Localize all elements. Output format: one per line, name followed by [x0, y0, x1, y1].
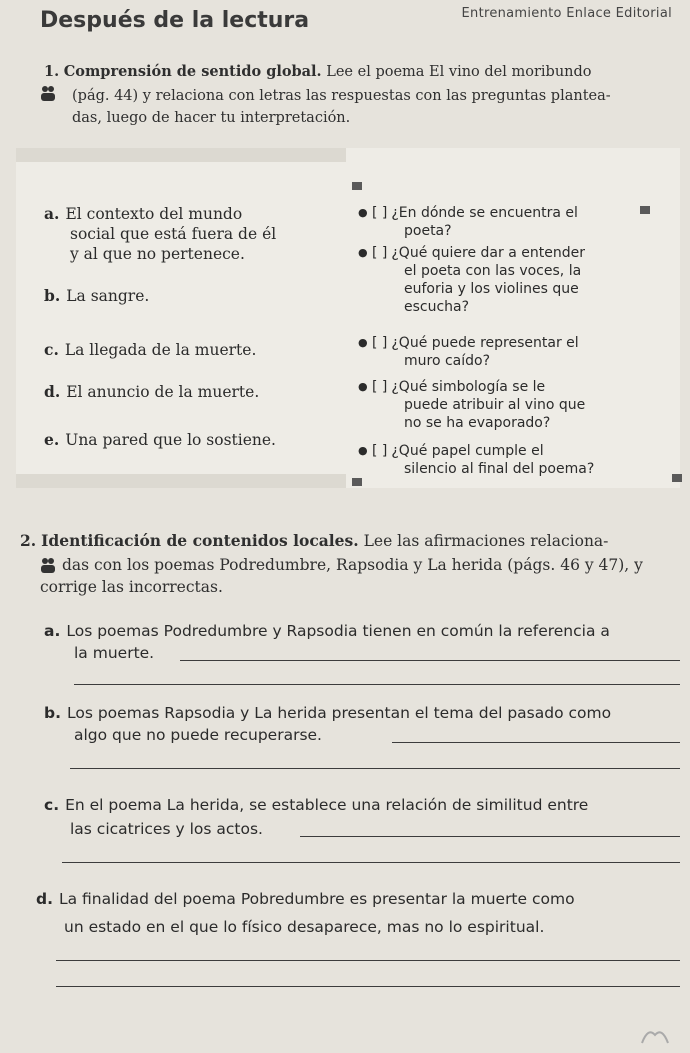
group-work-icon	[38, 556, 58, 576]
answer-text: y al que no pertenece.	[70, 245, 245, 263]
answer-text: La llegada de la muerte.	[64, 341, 257, 359]
question-text: silencio al final del poema?	[404, 461, 595, 477]
q1-intro	[44, 62, 684, 82]
group-work-icon	[38, 84, 58, 104]
corner-marker	[672, 474, 682, 482]
statement-a	[44, 620, 654, 642]
publisher-name: Entrenamiento Enlace Editorial	[461, 6, 672, 21]
answer-c	[44, 340, 256, 360]
answer-letter: c.	[44, 340, 59, 359]
answer-letter: e.	[44, 430, 60, 449]
question-text: ¿Qué papel cumple el	[391, 443, 544, 459]
statement-letter: c.	[44, 796, 60, 814]
question-4: ● [ ] ¿Qué simbología se le puede atribuir al vino que no se ha evaporado?	[358, 379, 586, 431]
answer-line[interactable]	[300, 836, 680, 837]
answer-line[interactable]	[70, 768, 680, 769]
question-text: escucha?	[404, 299, 470, 315]
question-text: ¿Qué quiere dar a entender	[391, 245, 585, 261]
statement-a-cont: la muerte.	[74, 644, 155, 662]
answer-line[interactable]	[180, 660, 680, 661]
statement-d	[36, 888, 646, 910]
answer-b	[44, 286, 149, 306]
question-text: poeta?	[404, 223, 452, 239]
statement-c	[44, 794, 654, 816]
q2-intro	[20, 530, 688, 552]
answer-text: Una pared que lo sostiene.	[65, 431, 276, 449]
question-text: muro caído?	[404, 353, 491, 369]
answer-blank[interactable]: [ ]	[372, 205, 388, 221]
statement-b-cont: algo que no puede recuperarse.	[74, 726, 322, 744]
question-3: ● [ ] ¿Qué puede representar el muro caído?	[358, 335, 579, 369]
answer-blank[interactable]: [ ]	[372, 245, 388, 261]
question-text: euforia y los violines que	[404, 281, 579, 297]
q1-title: Comprensión de sentido global.	[63, 63, 322, 80]
answer-line[interactable]	[392, 742, 680, 743]
answer-text: La sangre.	[66, 287, 150, 305]
answer-line[interactable]	[62, 862, 680, 863]
q2-line1: Lee las afirmaciones relaciona-	[363, 532, 609, 550]
q1-line1: Lee el poema El vino del moribundo	[326, 64, 592, 80]
question-2: ● [ ] ¿Qué quiere dar a entender el poeta con las voces, la euforia y los violines que escucha?	[358, 245, 585, 315]
answer-e	[44, 430, 276, 450]
question-text: no se ha evaporado?	[404, 415, 551, 431]
q2-line2: das con los poemas Podredumbre, Rapsodia y La herida (págs. 46 y 47), y	[62, 556, 643, 574]
answer-letter: a.	[44, 204, 60, 223]
answer-a	[44, 204, 344, 264]
answer-text: social que está fuera de él	[70, 225, 277, 243]
corner-marker	[352, 182, 362, 190]
answer-line[interactable]	[56, 986, 680, 987]
statement-letter: a.	[44, 622, 61, 640]
statement-text: Los poemas Podredumbre y Rapsodia tienen en común la referencia a	[66, 622, 610, 640]
q2-line3: corrige las incorrectas.	[40, 578, 223, 596]
q1-number: 1.	[44, 63, 60, 80]
question-text: ¿Qué puede representar el	[391, 335, 579, 351]
question-text: ¿En dónde se encuentra el	[391, 205, 578, 221]
answer-text: El anuncio de la muerte.	[66, 383, 260, 401]
statement-text: Los poemas Rapsodia y La herida presentan el tema del pasado como	[66, 704, 612, 722]
section-title: Después de la lectura	[40, 8, 310, 33]
answer-blank[interactable]: [ ]	[372, 335, 388, 351]
answer-letter: b.	[44, 286, 61, 305]
box-bottom-stripe	[16, 474, 346, 488]
question-5: ● [ ] ¿Qué papel cumple el silencio al final del poema?	[358, 443, 595, 477]
statement-d-cont: un estado en el que lo físico desaparece, mas no lo espiritual.	[64, 918, 545, 936]
publisher-logo-icon	[640, 1025, 670, 1049]
answer-d	[44, 382, 259, 402]
q1-line3: das, luego de hacer tu interpretación.	[72, 110, 351, 126]
q2-title: Identificación de contenidos locales.	[41, 531, 359, 550]
q1-line2: (pág. 44) y relaciona con letras las respuestas con las preguntas plantea-	[72, 88, 611, 104]
answer-blank[interactable]: [ ]	[372, 443, 388, 459]
statement-text: La finalidad del poema Pobredumbre es presentar la muerte como	[58, 890, 575, 908]
box-top-stripe	[16, 148, 346, 162]
question-text: el poeta con las voces, la	[404, 263, 582, 279]
corner-marker	[352, 478, 362, 486]
statement-letter: b.	[44, 704, 61, 722]
q2-number: 2.	[20, 531, 37, 550]
statement-text: En el poema La herida, se establece una relación de similitud entre	[65, 796, 589, 814]
answer-line[interactable]	[74, 684, 680, 685]
answer-text: El contexto del mundo	[65, 205, 243, 223]
answer-line[interactable]	[56, 960, 680, 961]
statement-b	[44, 702, 654, 724]
statement-letter: d.	[36, 890, 53, 908]
answer-letter: d.	[44, 382, 61, 401]
answer-blank[interactable]: [ ]	[372, 379, 388, 395]
question-text: puede atribuir al vino que	[404, 397, 586, 413]
question-1: ● [ ] ¿En dónde se encuentra el poeta?	[358, 205, 578, 239]
statement-c-cont: las cicatrices y los actos.	[70, 820, 263, 838]
question-text: ¿Qué simbología se le	[391, 379, 546, 395]
